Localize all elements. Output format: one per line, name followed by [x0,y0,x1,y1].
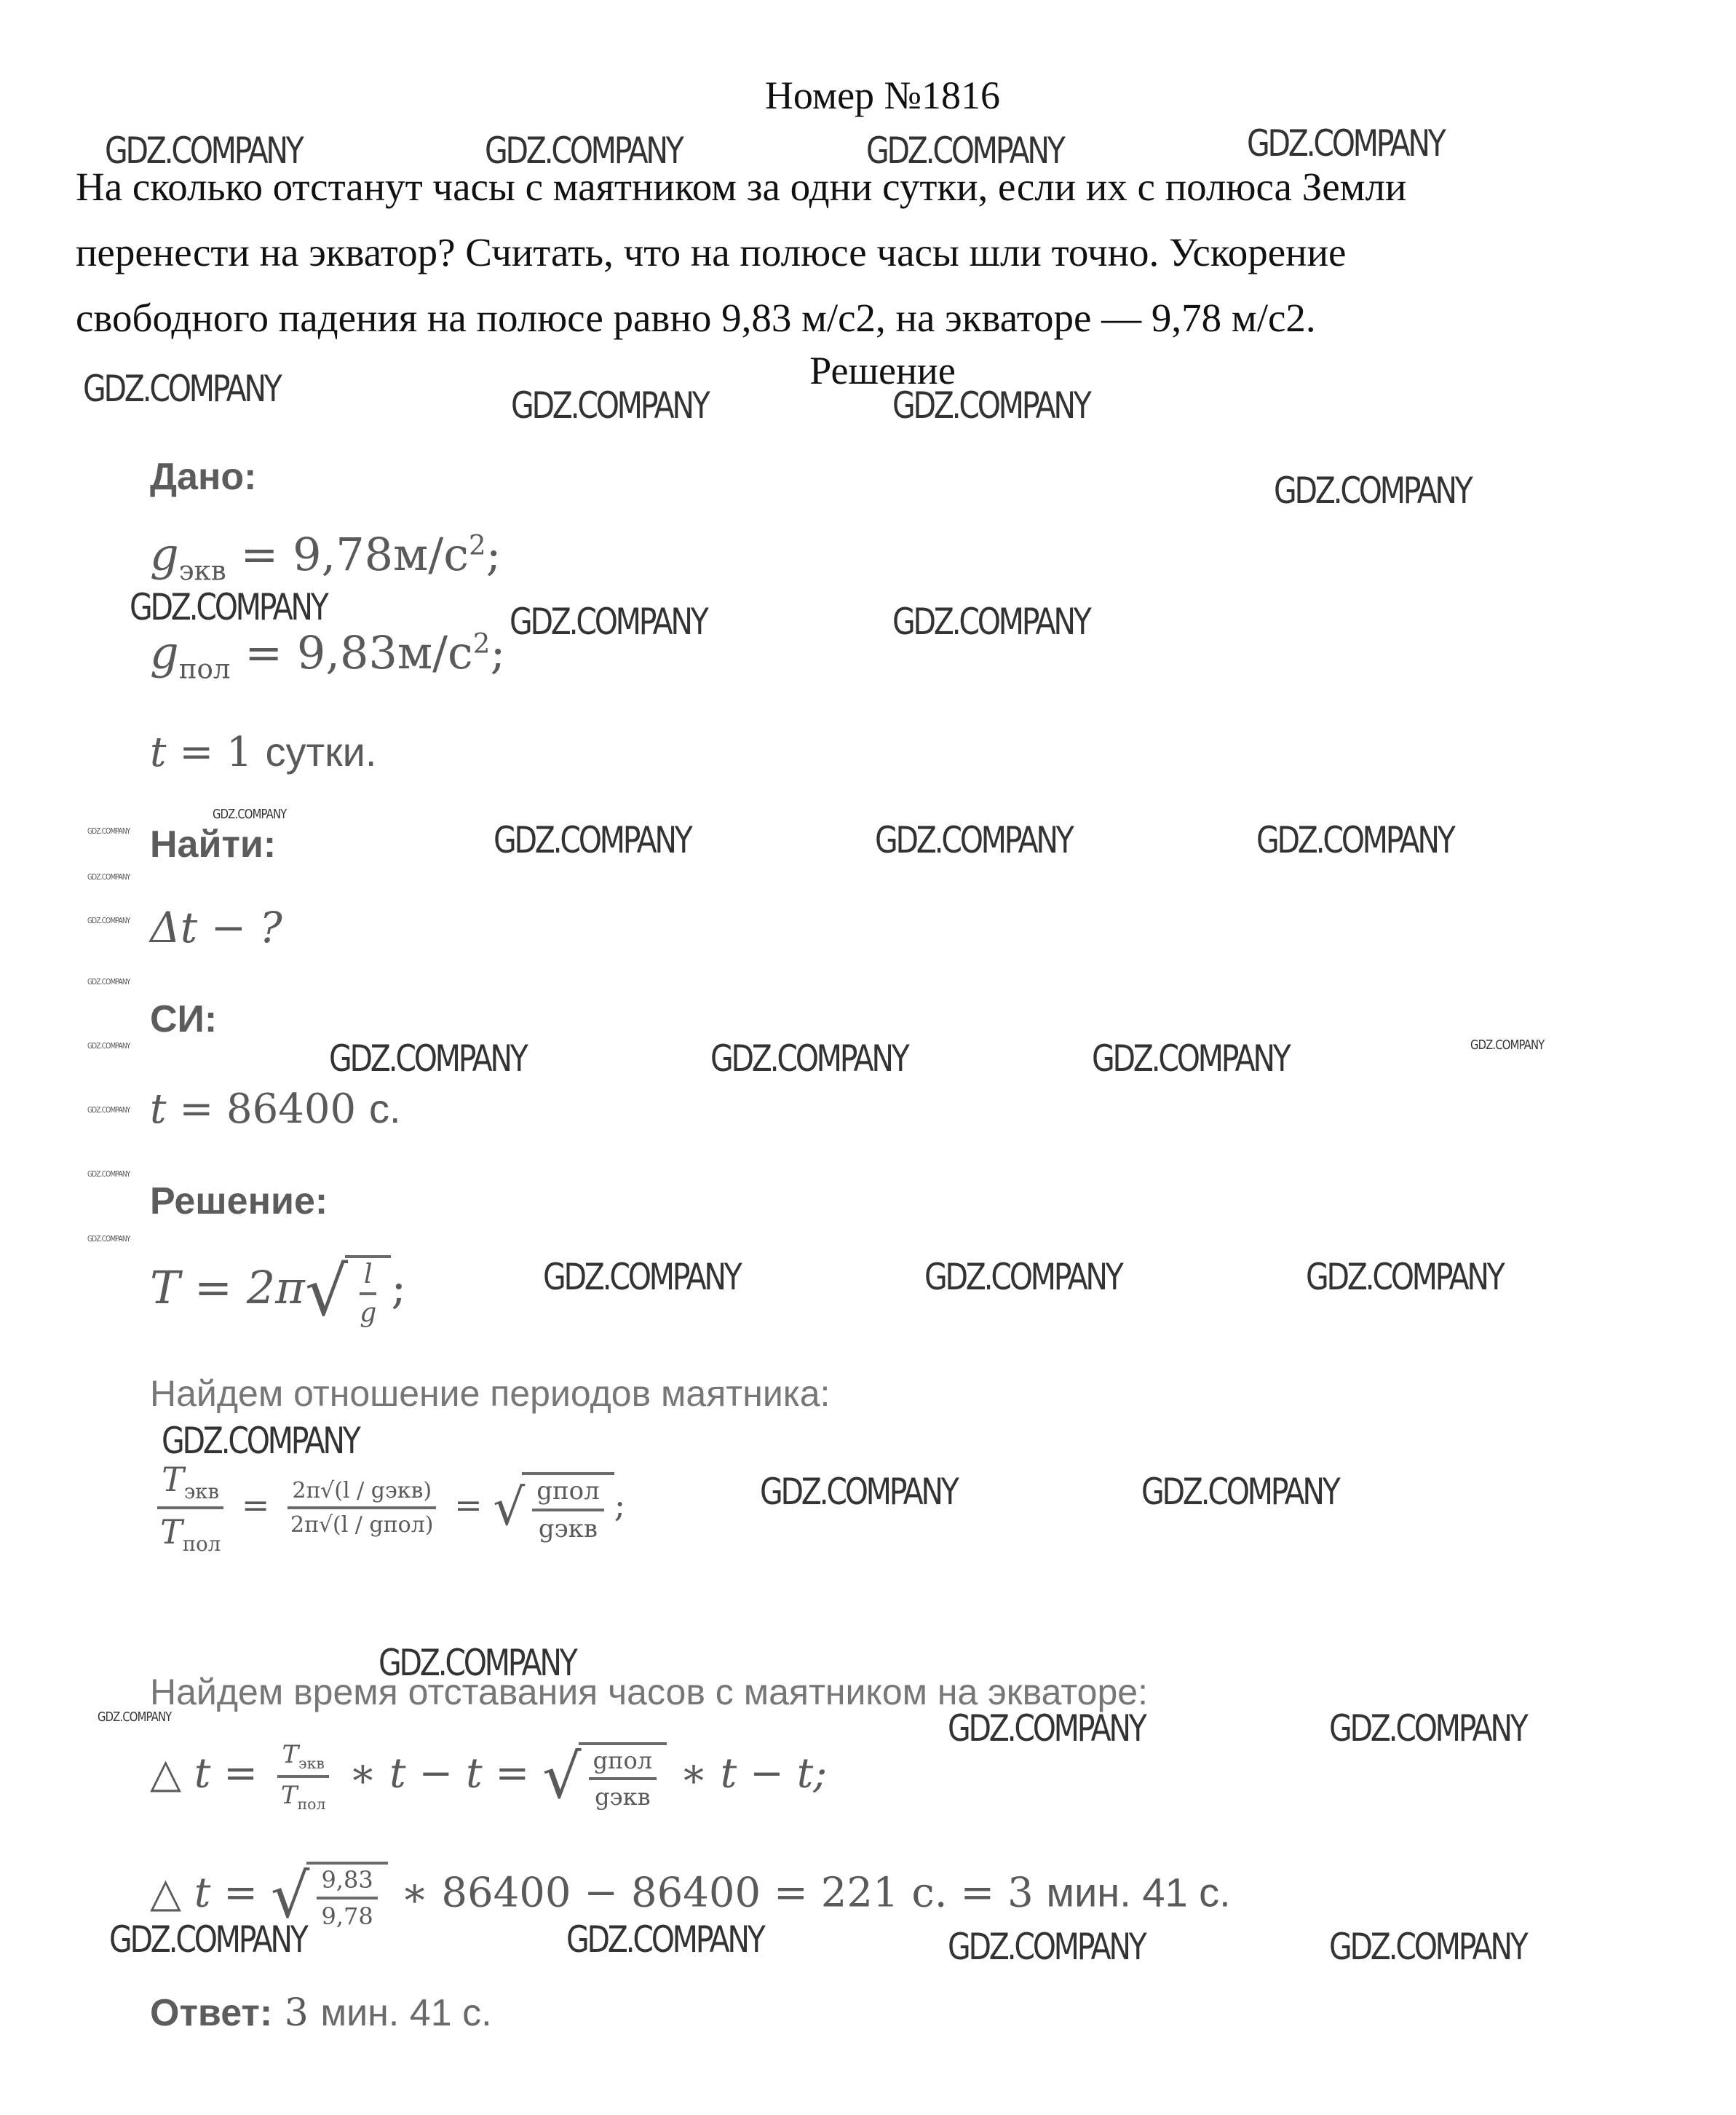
problem-statement [76,154,1692,351]
solution-title: Решение [809,349,956,392]
watermark-text: GDZ.COMPANY [760,1471,957,1513]
watermark-text: GDZ.COMPANY [87,977,130,987]
watermark-text: GDZ.COMPANY [892,384,1090,427]
watermark-text: GDZ.COMPANY [494,819,691,861]
given-g-ekv: $g_{экв} = 9,78м/с^2$; [150,528,502,587]
watermark-text: GDZ.COMPANY [87,1105,130,1115]
watermark-text: GDZ.COMPANY [83,368,280,410]
watermark-text: GDZ.COMPANY [87,916,130,925]
watermark-text: GDZ.COMPANY [329,1037,526,1080]
watermark-text: GDZ.COMPANY [87,826,130,836]
si-t: t = 86400 с. [150,1086,401,1133]
watermark-text: GDZ.COMPANY [566,1918,764,1961]
watermark-text: GDZ.COMPANY [948,1926,1145,1968]
calc-formula: △ t = √ $\frac{9,83}{9,78}$ ∗ 86400 − 86400 = 221 с. = 3 мин. 41 с. [150,1860,1231,1932]
watermark-text: GDZ.COMPANY [1141,1471,1339,1513]
page-title: Номер №1816 [764,74,1001,117]
watermark-text: GDZ.COMPANY [87,1041,130,1051]
watermark-text: GDZ.COMPANY [543,1256,740,1298]
watermark-text: GDZ.COMPANY [1092,1037,1289,1080]
watermark-text: GDZ.COMPANY [948,1707,1145,1750]
answer: Ответ: 3 мин. 41 с. [150,1991,492,2035]
sqrt-sign: √ $\frac{l}{g}$ [305,1252,391,1331]
si-heading: СИ: [150,998,218,1040]
period-formula: T = 2π √ $\frac{l}{g}$ ; [150,1252,407,1331]
watermark-text: GDZ.COMPANY [1329,1926,1526,1968]
watermark-text: GDZ.COMPANY [892,601,1090,643]
solution-heading: Решение: [150,1180,328,1222]
lag-formula: △ t = $\frac{T_{экв}}{T_{пол}}$ ∗ t − t = √ $\frac{\text{gпол}}{\text{gэкв}}$ ∗ t − t; [150,1740,828,1813]
watermark-text: GDZ.COMPANY [98,1709,172,1725]
watermark-text: GDZ.COMPANY [510,601,707,643]
find-expr: Δt − ? [150,903,282,952]
problem-line: свободного падения на полюсе равно 9,83 м/с2, на экваторе — 9,78 м/с2. [76,296,1316,340]
given-t: t = 1 сутки. [150,729,377,776]
watermark-text: GDZ.COMPANY [87,872,130,882]
problem-line: перенести на экватор? Считать, что на полюсе часы шли точно. Ускорение [76,230,1347,274]
watermark-text: GDZ.COMPANY [875,819,1072,861]
lag-text: Найдем время отставания часов с маятником на экваторе: [150,1672,1148,1712]
watermark-text: GDZ.COMPANY [710,1037,908,1080]
ratio-text: Найдем отношение периодов маятника: [150,1373,831,1414]
watermark-text: GDZ.COMPANY [213,807,287,822]
watermark-text: GDZ.COMPANY [924,1256,1122,1298]
given-g-pol: $g_{пол} = 9,83м/с^2$; [150,626,506,685]
watermark-text: GDZ.COMPANY [1274,470,1471,512]
watermark-text: GDZ.COMPANY [1470,1037,1545,1053]
watermark-text: GDZ.COMPANY [109,1918,306,1961]
watermark-text: GDZ.COMPANY [485,130,682,172]
watermark-text: GDZ.COMPANY [1329,1707,1526,1750]
watermark-text: GDZ.COMPANY [1247,122,1444,165]
watermark-text: GDZ.COMPANY [1256,819,1454,861]
watermark-text: GDZ.COMPANY [866,130,1063,172]
find-heading: Найти: [150,823,277,866]
watermark-text: GDZ.COMPANY [378,1642,576,1684]
problem-line: На сколько отстанут часы с маятником за одни сутки, если их с полюса Земли [76,165,1407,209]
watermark-text: GDZ.COMPANY [87,1234,130,1244]
watermark-text: GDZ.COMPANY [511,384,708,427]
ratio-formula: $\frac{T_{экв}}{T_{пол}}$ = $\frac{\text{2π√(l / gэкв)}}{\text{2π√(l / gпол)}}$ = √ $\frac{\text{gпол}}{\text{gэкв}}$ ; [150,1460,625,1556]
watermark-text: GDZ.COMPANY [1306,1256,1503,1298]
watermark-text: GDZ.COMPANY [130,586,327,628]
watermark-text: GDZ.COMPANY [162,1420,359,1462]
given-heading: Дано: [150,456,257,498]
watermark-text: GDZ.COMPANY [105,130,302,172]
watermark-text: GDZ.COMPANY [87,1169,130,1179]
